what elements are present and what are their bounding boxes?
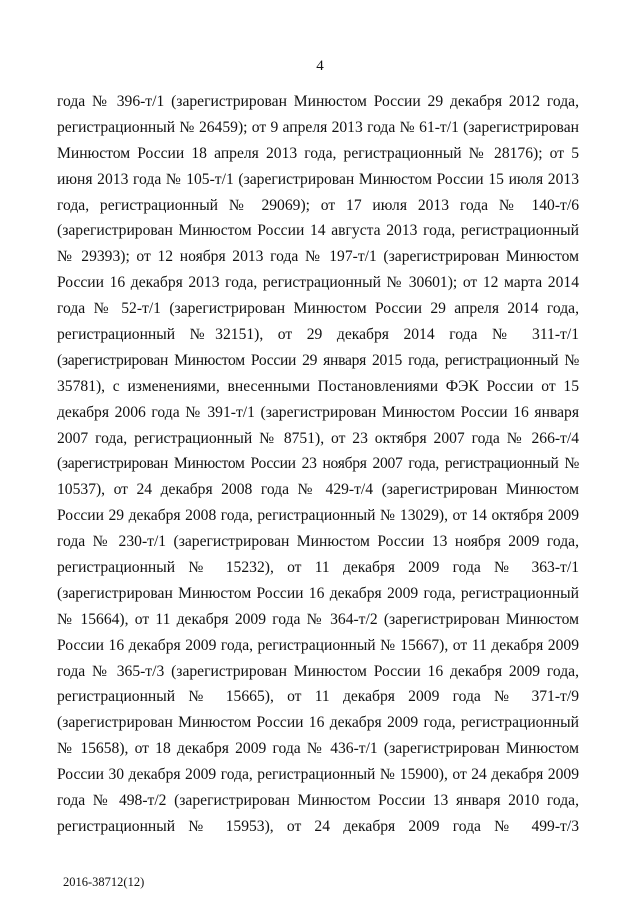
text-line: 35781), с изменениями, внесенными Постановлениями ФЭК России от 15 [57,377,579,395]
text-line: регистрационный № 26459); от 9 апреля 2013 года № 61-т/1 (зарегистрирован [57,118,579,136]
text-line: (зарегистрирован Минюстом России 16 декабря 2009 года, регистрационный [57,584,579,602]
text-line: регистрационный №32151), от 29 декабря 2014 года № 311-т/1 [57,326,579,344]
text-line: № 29393); от 12 ноября 2013 года № 197-т/1 (зарегистрирован Минюстом [57,248,579,266]
text-line: года № 230-т/1 (зарегистрирован Минюстом России 13 ноября 2009 года, [57,533,579,551]
text-line: (зарегистрирован Минюстом России 14 августа 2013 года, регистрационный [57,222,579,240]
text-line: года, регистрационный № 29069); от 17 июля 2013 года № 140-т/6 [57,196,579,214]
text-line: 10537), от 24 декабря 2008 года № 429-т/4 (зарегистрирован Минюстом [57,481,579,499]
text-line: Минюстом России 18 апреля 2013 года, регистрационный № 28176); от 5 [57,144,579,162]
text-line: России 16 декабря 2009 года, регистрационный № 15667), от 11 декабря 2009 [57,636,579,654]
text-line: № 15658), от 18 декабря 2009 года № 436-т/1 (зарегистрирован Минюстом [57,740,579,758]
text-line: года № 396-т/1 (зарегистрирован Минюстом России 29 декабря 2012 года, [57,93,579,110]
text-line: года № 365-т/3 (зарегистрирован Минюстом России 16 декабря 2009 года, [57,662,579,680]
text-line: (зарегистрирован Минюстом России 23 ноября 2007 года, регистрационный № [57,455,579,473]
text-line: России 29 декабря 2008 года, регистрационный № 13029), от 14 октября 2009 [57,507,579,525]
document-code: 2016-38712(12) [63,875,145,889]
text-line: 2007 года, регистрационный № 8751), от 23 октября 2007 года № 266-т/4 [57,429,579,447]
text-line: года № 498-т/2 (зарегистрирован Минюстом России 13 января 2010 года, [57,792,579,810]
text-line: регистрационный № 15665), от 11 декабря 2009 года № 371-т/9 [57,688,579,706]
text-line: № 15664), от 11 декабря 2009 года № 364-т/2 (зарегистрирован Минюстом [57,610,579,628]
text-line: декабря 2006 года № 391-т/1 (зарегистрирован Минюстом России 16 января [57,403,579,421]
body-text [57,89,579,840]
text-line: России 30 декабря 2009 года, регистрационный № 15900), от 24 декабря 2009 [57,766,579,784]
text-line: (зарегистрирован Минюстом России 16 декабря 2009 года, регистрационный [57,714,579,732]
text-line: года № 52-т/1 (зарегистрирован Минюстом России 29 апреля 2014 года, [57,300,579,318]
page-number: 4 [316,58,324,74]
text-line: (зарегистрирован Минюстом России 29 января 2015 года, регистрационный № [57,351,579,369]
text-line: регистрационный № 15232), от 11 декабря 2009 года № 363-т/1 [57,559,579,577]
text-line: июня 2013 года № 105-т/1 (зарегистрирован Минюстом России 15 июля 2013 [57,170,579,188]
text-line: России 16 декабря 2013 года, регистрационный № 30601); от 12 марта 2014 [57,274,579,292]
text-line: регистрационный № 15953), от 24 декабря 2009 года № 499-т/3 [57,817,579,835]
